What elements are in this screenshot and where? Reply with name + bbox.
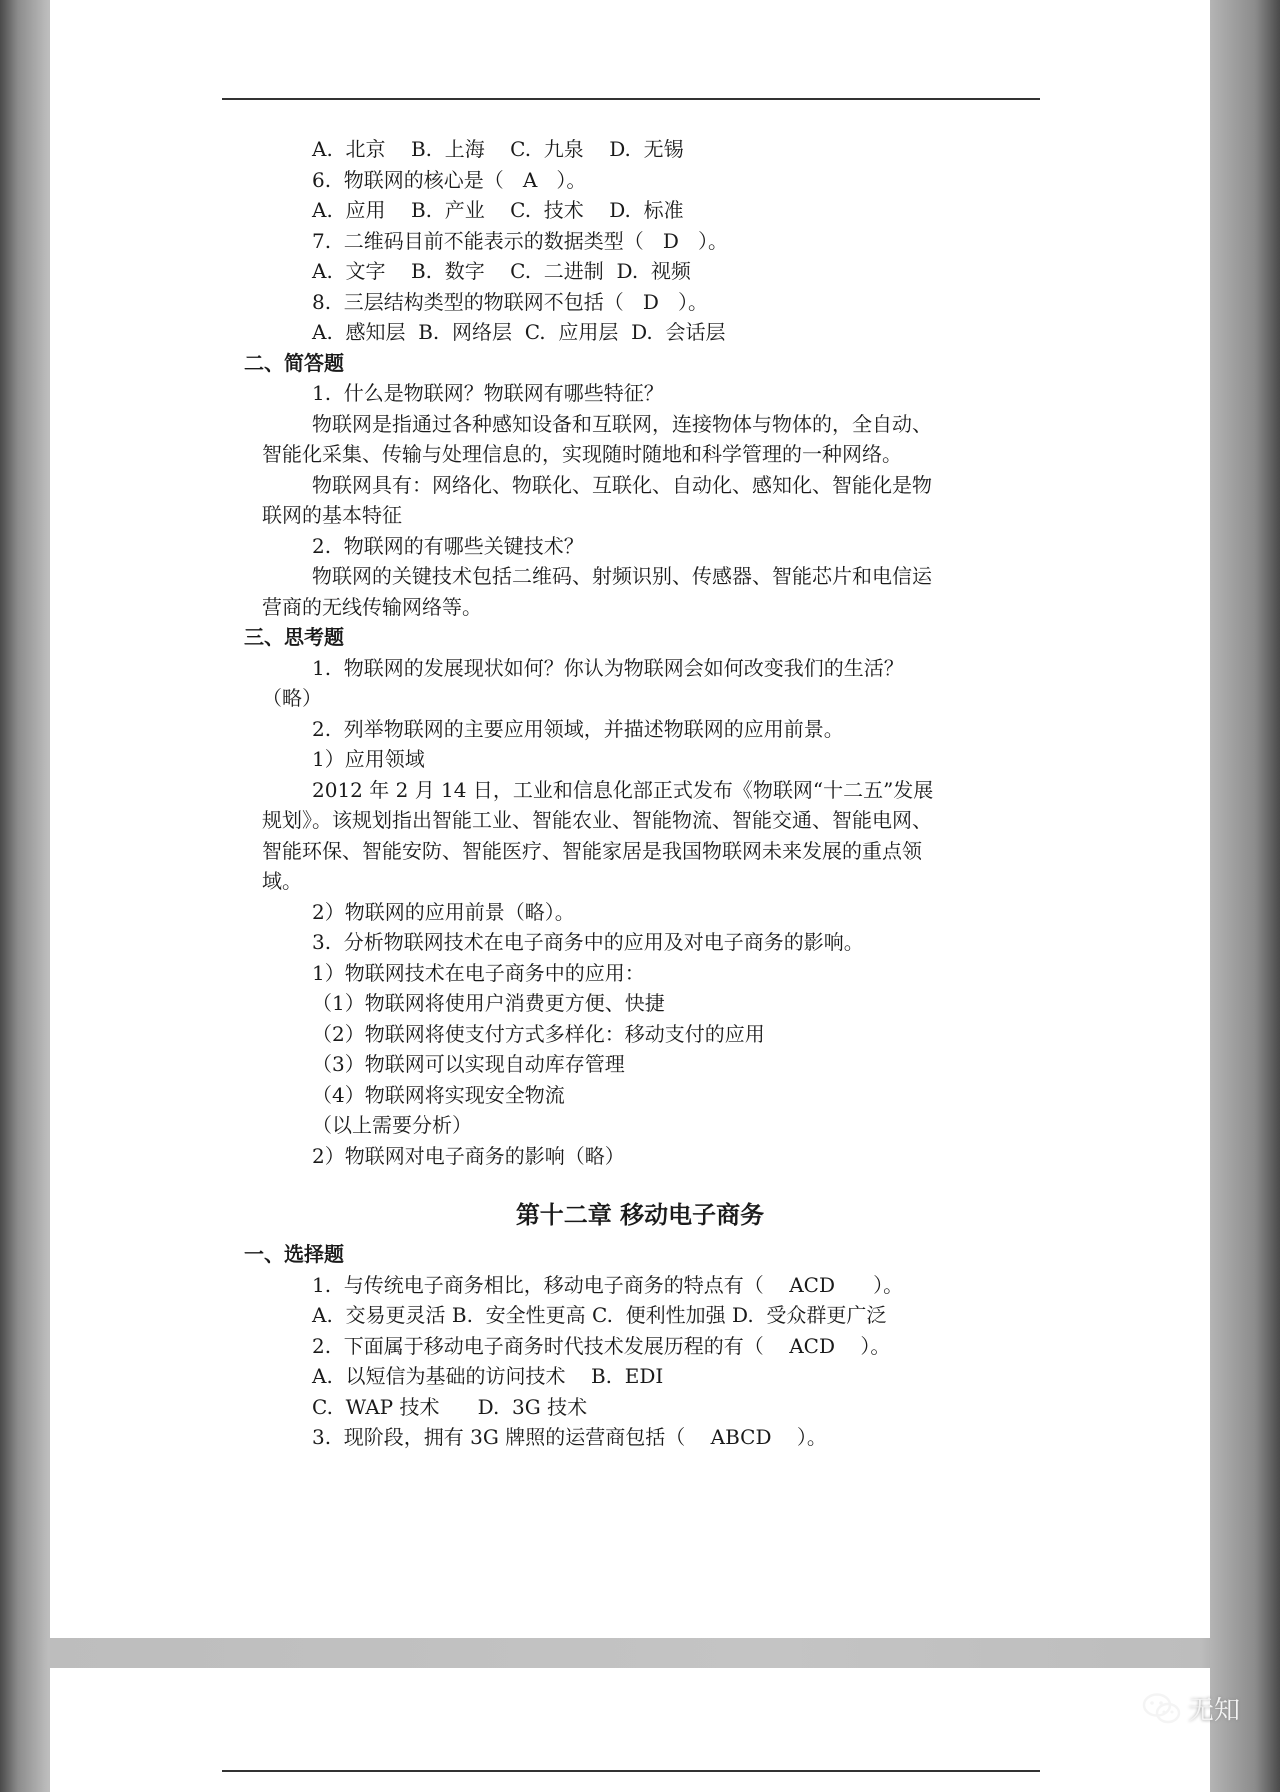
question-line: C. WAP 技术 D. 3G 技术 [312, 1394, 588, 1419]
chapter-title: 第十二章 移动电子商务 [515, 1201, 765, 1229]
text-line: 营商的无线传输网络等。 [262, 594, 482, 619]
question-line: A. 交易更灵活 B. 安全性更高 C. 便利性加强 D. 受众群更广泛 [312, 1303, 887, 1327]
text-line: （1）物联网将使用户消费更方便、快捷 [312, 991, 665, 1015]
watermark [1142, 1690, 1240, 1727]
question-line: 8. 三层结构类型的物联网不包括（ D ）。 [312, 289, 708, 314]
text-line: （略） [262, 686, 322, 710]
text-line: 2012 年 2 月 14 日，工业和信息化部正式发布《物联网“十二五”发展 [312, 777, 934, 802]
question-line: A. 文字 B. 数字 C. 二进制 D. 视频 [312, 259, 691, 283]
watermark-text: 无知 [1187, 1696, 1240, 1726]
section-heading: 一、选择题 [244, 1242, 344, 1266]
question-line: 6. 物联网的核心是（ A ）。 [312, 167, 587, 192]
text-line: 物联网的关键技术包括二维码、射频识别、传感器、智能芯片和电信运 [312, 564, 932, 588]
text-line: 1. 什么是物联网？物联网有哪些特征？ [312, 381, 664, 405]
question-line: A. 感知层 B. 网络层 C. 应用层 D. 会话层 [312, 320, 726, 344]
text-line: （2）物联网将使支付方式多样化：移动支付的应用 [312, 1021, 765, 1046]
header-rule [222, 98, 1040, 100]
text-line: （3）物联网可以实现自动库存管理 [312, 1052, 625, 1076]
next-page-header-rule [222, 1770, 1040, 1772]
wechat-icon [1142, 1692, 1182, 1726]
question-line: A. 应用 B. 产业 C. 技术 D. 标准 [312, 198, 684, 222]
text-line: 1. 物联网的发展现状如何？你认为物联网会如何改变我们的生活？ [312, 655, 904, 680]
text-line: 规划》。该规划指出智能工业、智能农业、智能物流、智能交通、智能电网、 [262, 808, 932, 832]
section-heading: 二、简答题 [244, 350, 344, 375]
text-line: 物联网具有：网络化、物联化、互联化、自动化、感知化、智能化是物 [312, 472, 932, 497]
text-line: 联网的基本特征 [262, 503, 402, 527]
text-line: 2. 列举物联网的主要应用领域，并描述物联网的应用前景。 [312, 716, 844, 741]
question-line: 1. 与传统电子商务相比，移动电子商务的特点有（ ACD ）。 [312, 1272, 904, 1297]
text-line: （4）物联网将实现安全物流 [312, 1082, 565, 1107]
text-line: 2. 物联网的有哪些关键技术？ [312, 533, 584, 558]
text-line: 物联网是指通过各种感知设备和互联网，连接物体与物体的，全自动、 [312, 411, 932, 436]
question-line: 2. 下面属于移动电子商务时代技术发展历程的有（ ACD ）。 [312, 1333, 891, 1358]
text-line: 2）物联网对电子商务的影响（略） [312, 1143, 625, 1168]
text-line: 域。 [262, 869, 302, 893]
question-line: 7. 二维码目前不能表示的数据类型（ D ）。 [312, 228, 728, 253]
text-line: 3. 分析物联网技术在电子商务中的应用及对电子商务的影响。 [312, 930, 864, 954]
text-line: 1）应用领域 [312, 747, 425, 771]
text-line: 智能化采集、传输与处理信息的，实现随时随地和科学管理的一种网络。 [262, 442, 902, 466]
text-line: 2）物联网的应用前景（略）。 [312, 899, 575, 924]
text-line: 智能环保、智能安防、智能医疗、智能家居是我国物联网未来发展的重点领 [262, 838, 922, 863]
text-line: 1）物联网技术在电子商务中的应用： [312, 960, 645, 985]
next-page-sheet [50, 1668, 1210, 1792]
question-line: A. 以短信为基础的访问技术 B. EDI [312, 1364, 664, 1388]
question-line: A. 北京 B. 上海 C. 九泉 D. 无锡 [312, 137, 684, 161]
text-line: （以上需要分析） [312, 1113, 472, 1137]
question-line: 3. 现阶段，拥有 3G 牌照的运营商包括（ ABCD ）。 [312, 1425, 827, 1449]
section-heading: 三、思考题 [244, 625, 344, 649]
